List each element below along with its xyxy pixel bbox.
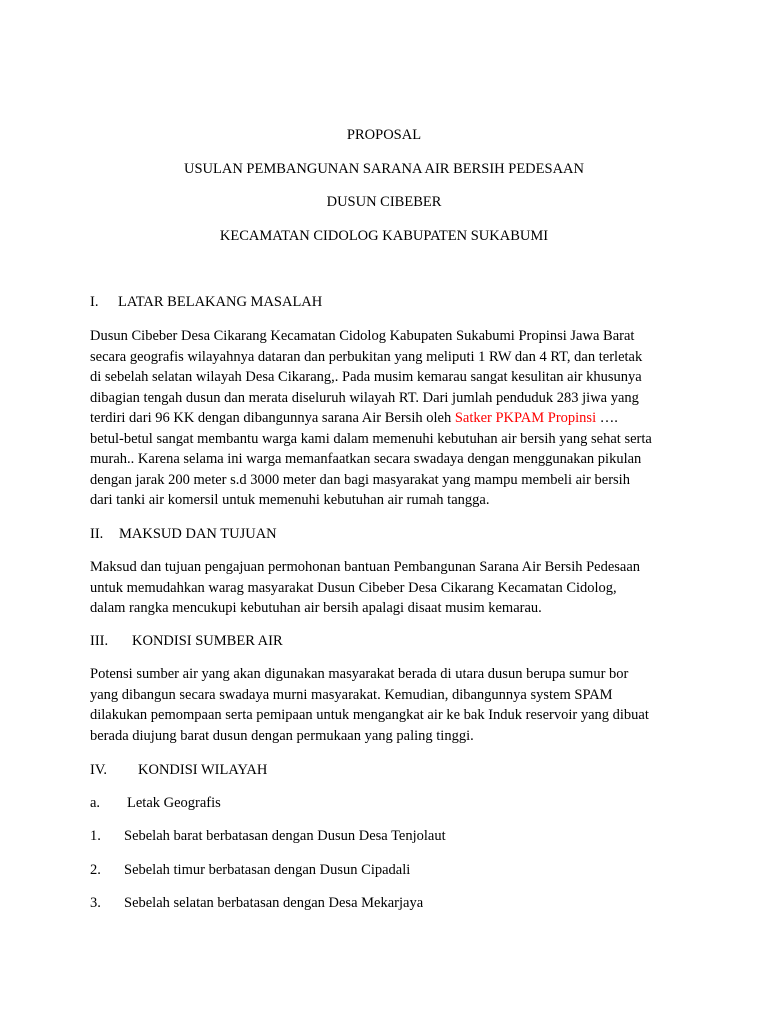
paragraph-latar-belakang bbox=[90, 326, 680, 511]
section-title: KONDISI SUMBER AIR bbox=[132, 633, 283, 649]
paragraph-kondisi-sumber-air bbox=[90, 664, 680, 746]
section-number: II. bbox=[90, 526, 104, 542]
document-title: PROPOSAL bbox=[346, 127, 422, 143]
subsection-letak-geografis bbox=[90, 794, 221, 812]
section-heading-maksud-tujuan bbox=[90, 525, 277, 543]
list-text: Sebelah selatan berbatasan dengan Desa Mekarjaya bbox=[124, 895, 424, 911]
paragraph-line: dengan jarak 200 meter s.d 3000 meter dan bagi masyarakat yang mampu membeli air bersih bbox=[90, 471, 630, 488]
list-text: Sebelah timur berbatasan dengan Dusun Cipadali bbox=[124, 862, 411, 878]
paragraph-line: dilakukan pemompaan serta pemipaan untuk mengangkat air ke bak Induk reservoir yang dibuat bbox=[90, 707, 649, 723]
text-segment: …. bbox=[596, 410, 618, 426]
list-number: 3. bbox=[90, 895, 101, 911]
list-item-border-west bbox=[90, 827, 446, 845]
section-title: KONDISI WILAYAH bbox=[138, 762, 268, 778]
paragraph-line: Maksud dan tujuan pengajuan permohonan bantuan Pembangunan Sarana Air Bersih Pedesaan bbox=[90, 559, 641, 575]
section-title: LATAR BELAKANG MASALAH bbox=[118, 294, 323, 310]
section-heading-kondisi-wilayah bbox=[90, 761, 267, 779]
document-location-dusun: DUSUN CIBEBER bbox=[326, 194, 442, 210]
paragraph-maksud-tujuan bbox=[90, 557, 680, 619]
list-number: 1. bbox=[90, 828, 101, 844]
paragraph-line: untuk memudahkan warag masyarakat Dusun Cibeber Desa Cikarang Kecamatan Cidolog, bbox=[90, 579, 617, 596]
list-text: Sebelah barat berbatasan dengan Dusun Desa Tenjolaut bbox=[124, 828, 446, 844]
section-number: I. bbox=[90, 294, 99, 310]
paragraph-line: berada diujung barat dusun dengan permukaan yang paling tinggi. bbox=[90, 727, 474, 744]
subsection-title: Letak Geografis bbox=[127, 795, 221, 811]
subsection-letter: a. bbox=[90, 795, 101, 811]
paragraph-line: dibagian tengah dusun dan merata diseluruh wilayah RT. Dari jumlah penduduk 283 jiwa yang bbox=[90, 389, 639, 406]
paragraph-line: dalam rangka mencukupi kebutuhan air bersih apalagi disaat musim kemarau. bbox=[90, 600, 542, 616]
section-title: MAKSUD DAN TUJUAN bbox=[119, 526, 277, 542]
section-number: III. bbox=[90, 633, 109, 649]
paragraph-line: secara geografis wilayahnya dataran dan perbukitan yang meliputi 1 RW dan 4 RT, dan terletak bbox=[90, 348, 643, 365]
document-subtitle: USULAN PEMBANGUNAN SARANA AIR BERSIH PEDESAAN bbox=[183, 161, 584, 177]
paragraph-line: betul-betul sangat membantu warga kami dalam memenuhi kebutuhan air bersih yang sehat serta bbox=[90, 430, 652, 447]
paragraph-line: murah.. Karena selama ini warga memanfaatkan secara swadaya dengan menggunakan pikulan bbox=[90, 451, 642, 467]
list-item-border-east bbox=[90, 861, 410, 879]
paragraph-line: di sebelah selatan wilayah Desa Cikarang,. Pada musim kemarau sangat kesulitan air khusunya bbox=[90, 369, 642, 385]
paragraph-line: dari tanki air komersil untuk memenuhi kebutuhan air rumah tangga. bbox=[90, 492, 490, 508]
document-location-kecamatan: KECAMATAN CIDOLOG KABUPATEN SUKABUMI bbox=[219, 228, 549, 244]
section-number: IV. bbox=[90, 762, 108, 778]
paragraph-line: Potensi sumber air yang akan digunakan masyarakat berada di utara dusun berupa sumur bor bbox=[90, 666, 629, 682]
paragraph-line: yang dibangun secara swadaya murni masyarakat. Kemudian, dibangunnya system SPAM bbox=[90, 686, 613, 703]
section-heading-kondisi-sumber-air bbox=[90, 632, 283, 650]
paragraph-line: Dusun Cibeber Desa Cikarang Kecamatan Cidolog Kabupaten Sukabumi Propinsi Jawa Barat bbox=[90, 328, 635, 344]
text-segment: terdiri dari 96 KK dengan dibangunnya sarana Air Bersih oleh bbox=[90, 410, 455, 426]
section-heading-latar-belakang bbox=[90, 293, 322, 311]
list-item-border-south bbox=[90, 894, 423, 912]
paragraph-line bbox=[90, 408, 680, 429]
highlighted-text-satker: Satker PKPAM Propinsi bbox=[454, 410, 597, 426]
list-number: 2. bbox=[90, 862, 101, 878]
